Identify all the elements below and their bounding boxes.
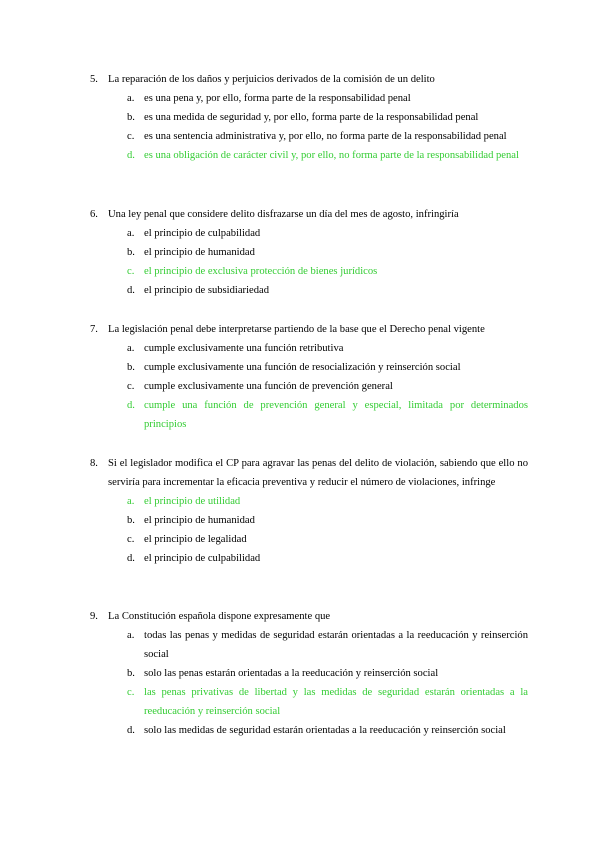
option-a <box>90 339 528 358</box>
option-letter: a. <box>127 228 135 239</box>
question-number: 5. <box>90 74 98 85</box>
option-text: las penas privativas de libertad y las medidas de seguridad estarán orientadas a la reeducación y reinserción social <box>144 687 528 717</box>
option-text: el principio de humanidad <box>144 515 255 526</box>
option-c-correct <box>90 683 528 721</box>
option-text: el principio de utilidad <box>144 496 241 507</box>
options-list <box>90 224 528 300</box>
option-letter: b. <box>127 668 135 679</box>
option-text: el principio de humanidad <box>144 247 255 258</box>
option-c <box>90 127 528 146</box>
option-text: el principio de culpabilidad <box>144 228 261 239</box>
option-a <box>90 89 528 108</box>
option-letter: c. <box>127 687 135 698</box>
option-c-correct <box>90 262 528 281</box>
option-text: es una medida de seguridad y, por ello, forma parte de la responsabilidad penal <box>144 112 479 123</box>
option-letter: d. <box>127 553 135 564</box>
options-list <box>90 492 528 568</box>
question-number: 8. <box>90 458 98 469</box>
question-text: Una ley penal que considere delito disfrazarse un día del mes de agosto, infringiría <box>108 209 459 220</box>
question-stem <box>90 70 528 89</box>
question-stem <box>90 607 528 626</box>
option-text: el principio de subsidiariedad <box>144 285 270 296</box>
question-7 <box>90 320 528 434</box>
option-letter: b. <box>127 515 135 526</box>
option-text: el principio de culpabilidad <box>144 553 261 564</box>
options-list <box>90 626 528 740</box>
question-text: La reparación de los daños y perjuicios derivados de la comisión de un delito <box>108 74 435 85</box>
option-letter: c. <box>127 381 135 392</box>
option-b <box>90 511 528 530</box>
question-text: Si el legislador modifica el CP para agravar las penas del delito de violación, sabiendo que ello no serviría para incrementar la eficacia preventiva y reducir el número de violaciones, infringe <box>108 458 528 488</box>
question-stem <box>90 205 528 224</box>
option-text: cumple una función de prevención general y especial, limitada por determinados principios <box>144 400 528 430</box>
option-b <box>90 664 528 683</box>
option-d <box>90 721 528 740</box>
question-number: 7. <box>90 324 98 335</box>
option-text: el principio de legalidad <box>144 534 247 545</box>
option-letter: d. <box>127 285 135 296</box>
option-letter: a. <box>127 496 135 507</box>
option-a-correct <box>90 492 528 511</box>
option-d <box>90 281 528 300</box>
option-letter: c. <box>127 131 135 142</box>
question-6 <box>90 205 528 300</box>
option-letter: c. <box>127 534 135 545</box>
question-5 <box>90 70 528 165</box>
option-letter: c. <box>127 266 135 277</box>
question-9 <box>90 607 528 740</box>
option-letter: d. <box>127 150 135 161</box>
option-letter: d. <box>127 400 135 411</box>
option-a <box>90 224 528 243</box>
question-number: 6. <box>90 209 98 220</box>
option-text: todas las penas y medidas de seguridad estarán orientadas a la reeducación y reinserción social <box>144 630 528 660</box>
option-b <box>90 358 528 377</box>
option-letter: b. <box>127 362 135 373</box>
option-b <box>90 243 528 262</box>
question-number: 9. <box>90 611 98 622</box>
option-letter: a. <box>127 343 135 354</box>
option-letter: b. <box>127 112 135 123</box>
option-text: cumple exclusivamente una función de prevención general <box>144 381 393 392</box>
option-letter: a. <box>127 93 135 104</box>
option-a <box>90 626 528 664</box>
options-list <box>90 339 528 434</box>
option-c <box>90 530 528 549</box>
option-c <box>90 377 528 396</box>
options-list <box>90 89 528 165</box>
option-text: solo las penas estarán orientadas a la reeducación y reinserción social <box>144 668 439 679</box>
option-d-correct <box>90 146 528 165</box>
option-d <box>90 549 528 568</box>
option-text: es una obligación de carácter civil y, por ello, no forma parte de la responsabilidad penal <box>144 150 519 161</box>
option-letter: d. <box>127 725 135 736</box>
option-b <box>90 108 528 127</box>
question-text: La Constitución española dispone expresamente que <box>108 611 331 622</box>
option-d-correct <box>90 396 528 434</box>
question-text: La legislación penal debe interpretarse partiendo de la base que el Derecho penal vigente <box>108 324 485 335</box>
option-text: solo las medidas de seguridad estarán orientadas a la reeducación y reinserción social <box>144 725 506 736</box>
option-letter: a. <box>127 630 135 641</box>
option-text: es una pena y, por ello, forma parte de la responsabilidad penal <box>144 93 411 104</box>
option-letter: b. <box>127 247 135 258</box>
option-text: cumple exclusivamente una función de resocialización y reinserción social <box>144 362 461 373</box>
option-text: cumple exclusivamente una función retributiva <box>144 343 344 354</box>
question-stem <box>90 454 528 492</box>
option-text: es una sentencia administrativa y, por ello, no forma parte de la responsabilidad penal <box>144 131 507 142</box>
question-stem <box>90 320 528 339</box>
option-text: el principio de exclusiva protección de bienes jurídicos <box>144 266 378 277</box>
question-8 <box>90 454 528 568</box>
